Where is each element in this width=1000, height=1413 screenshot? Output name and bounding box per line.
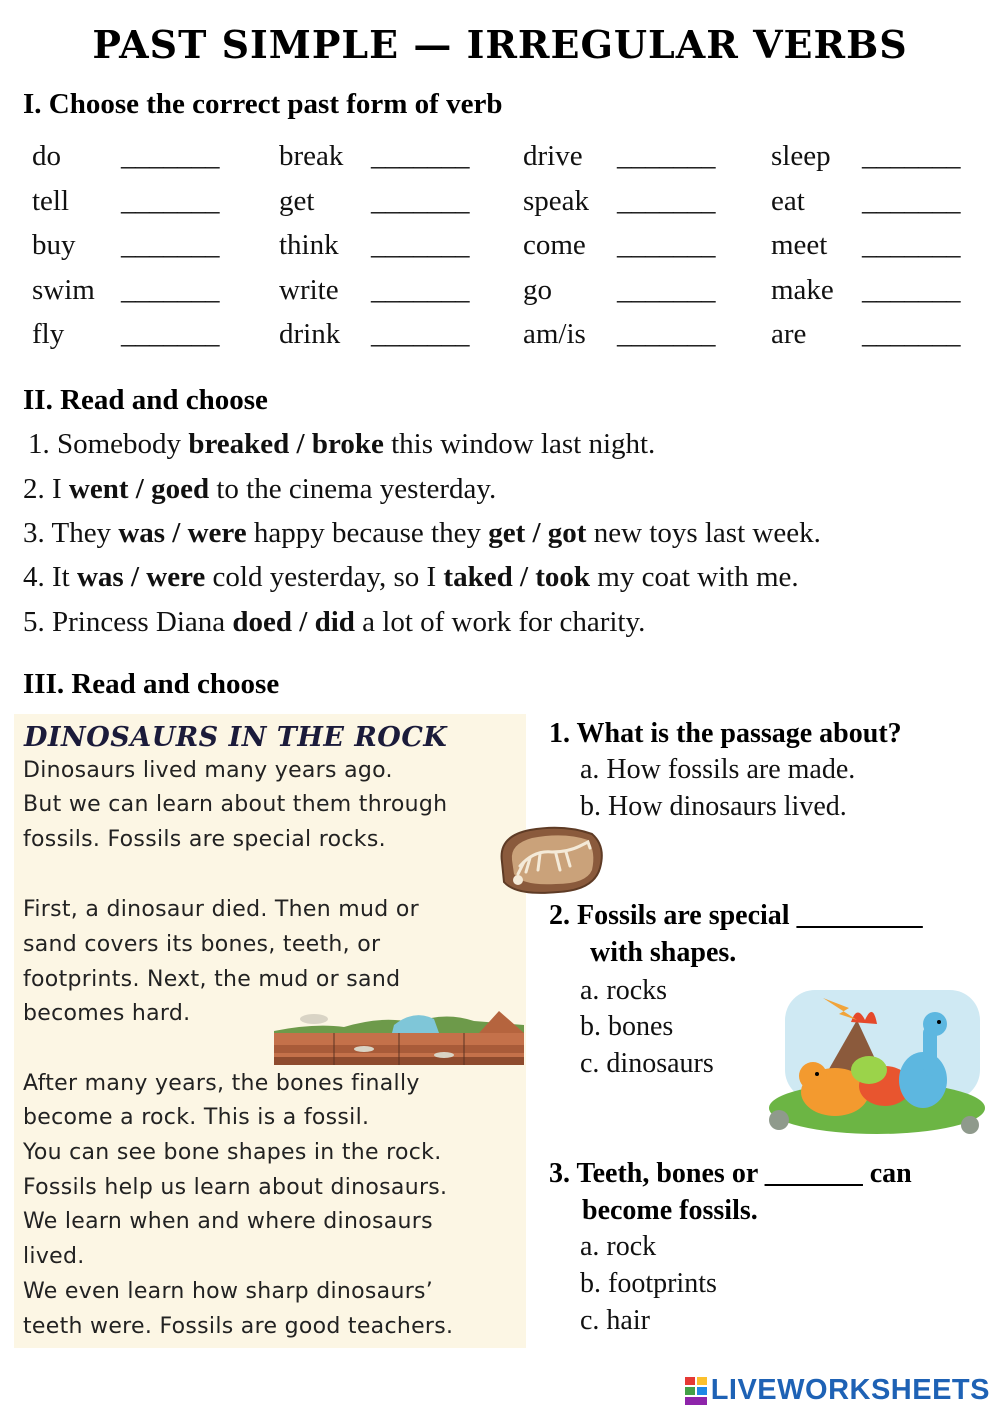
question-text: become fossils. bbox=[582, 1195, 758, 1226]
passage-line: lived. bbox=[23, 1244, 85, 1269]
answer-blank[interactable]: _______ bbox=[371, 184, 469, 217]
worksheet-title: PAST SIMPLE — IRREGULAR VERBS bbox=[92, 22, 908, 67]
answer-blank[interactable]: _______ bbox=[617, 229, 715, 261]
verb-word: do bbox=[32, 140, 61, 172]
answer-blank[interactable]: _______ bbox=[862, 140, 960, 172]
passage-line: But we can learn about them through bbox=[23, 792, 448, 817]
section-1-heading: I. Choose the correct past form of verb bbox=[23, 88, 503, 120]
sentence-text: cold yesterday, so I bbox=[205, 561, 444, 593]
answer-option[interactable]: b. How dinosaurs lived. bbox=[580, 791, 847, 822]
verb-row bbox=[0, 270, 1000, 315]
answer-option[interactable]: c. hair bbox=[580, 1305, 650, 1336]
sentence bbox=[23, 473, 496, 506]
passage-line: teeth were. Fossils are good teachers. bbox=[23, 1314, 454, 1339]
answer-option[interactable]: a. rock bbox=[580, 1231, 657, 1262]
question-text: with shapes. bbox=[590, 937, 737, 968]
choice-option[interactable]: taked / took bbox=[443, 561, 591, 593]
verb-word: come bbox=[523, 229, 586, 261]
verb-row bbox=[0, 314, 1000, 359]
sentence bbox=[23, 561, 799, 594]
choice-option[interactable]: was / were bbox=[118, 517, 247, 549]
answer-blank[interactable]: _______ bbox=[121, 229, 219, 261]
verb-row bbox=[0, 225, 1000, 270]
verb-word: tell bbox=[32, 184, 70, 217]
sentence-text: happy because they bbox=[246, 517, 489, 549]
answer-blank[interactable]: _______ bbox=[862, 273, 960, 306]
fossil-image bbox=[494, 822, 606, 896]
passage-line: We learn when and where dinosaurs bbox=[23, 1209, 433, 1234]
answer-option[interactable]: a. How fossils are made. bbox=[580, 754, 856, 785]
verb-word: sleep bbox=[771, 140, 831, 172]
answer-blank[interactable]: _______ bbox=[617, 273, 715, 306]
passage-line: Dinosaurs lived many years ago. bbox=[23, 758, 393, 783]
question-text: 3. Teeth, bones or _______ can bbox=[549, 1158, 912, 1189]
verb-word: drive bbox=[523, 140, 583, 172]
sentence bbox=[28, 428, 655, 461]
verb-word: fly bbox=[32, 318, 65, 350]
answer-blank[interactable]: _______ bbox=[862, 318, 960, 350]
question-text: 2. Fossils are special _________ bbox=[549, 900, 923, 931]
passage-line: You can see bone shapes in the rock. bbox=[23, 1140, 442, 1165]
choice-option[interactable]: get / got bbox=[488, 517, 587, 549]
sentence bbox=[23, 606, 645, 639]
verb-word: break bbox=[279, 140, 344, 172]
verb-word: eat bbox=[771, 184, 805, 217]
answer-option[interactable]: b. bones bbox=[580, 1011, 674, 1042]
passage-line: footprints. Next, the mud or sand bbox=[23, 967, 401, 992]
answer-blank[interactable]: _______ bbox=[371, 273, 469, 306]
passage-line: sand covers its bones, teeth, or bbox=[23, 932, 381, 957]
verb-word: get bbox=[279, 184, 315, 217]
dinosaurs-cartoon-image bbox=[765, 980, 990, 1140]
verb-word: are bbox=[771, 318, 807, 350]
passage-line: Fossils help us learn about dinosaurs. bbox=[23, 1175, 448, 1200]
sentence-text: 3. They bbox=[23, 517, 119, 549]
verb-word: make bbox=[771, 273, 834, 306]
choice-option[interactable]: doed / did bbox=[232, 606, 355, 638]
answer-blank[interactable]: _______ bbox=[862, 184, 960, 217]
question-text: 1. What is the passage about? bbox=[549, 718, 902, 749]
passage-line: First, a dinosaur died. Then mud or bbox=[23, 897, 419, 922]
liveworksheets-logo bbox=[685, 1374, 990, 1407]
passage-line: become a rock. This is a fossil. bbox=[23, 1105, 370, 1130]
sentence-text: to the cinema yesterday. bbox=[209, 473, 497, 505]
verb-word: speak bbox=[523, 184, 590, 217]
passage-line: We even learn how sharp dinosaurs’ bbox=[23, 1279, 434, 1304]
answer-blank[interactable]: _______ bbox=[862, 229, 960, 261]
answer-blank[interactable]: _______ bbox=[121, 273, 219, 306]
choice-option[interactable]: was / were bbox=[76, 561, 206, 593]
verb-word: go bbox=[523, 273, 552, 306]
sentence-text: 1. Somebody bbox=[28, 428, 189, 460]
sentence bbox=[23, 517, 821, 550]
sentence-text: 5. Princess Diana bbox=[23, 606, 233, 638]
answer-option[interactable]: a. rocks bbox=[580, 975, 668, 1006]
verb-grid bbox=[0, 136, 1000, 359]
passage-title: DINOSAURS IN THE ROCK bbox=[24, 722, 448, 753]
verb-word: meet bbox=[771, 229, 828, 261]
verb-word: think bbox=[279, 229, 339, 261]
logo-text: LIVEWORKSHEETS bbox=[710, 1374, 990, 1406]
sentence-text: 4. It bbox=[23, 561, 77, 593]
section-3-heading: III. Read and choose bbox=[23, 668, 280, 700]
section-2-heading: II. Read and choose bbox=[23, 384, 268, 416]
answer-blank[interactable]: _______ bbox=[617, 318, 715, 350]
answer-option[interactable]: b. footprints bbox=[580, 1268, 717, 1299]
verb-row bbox=[0, 181, 1000, 226]
answer-blank[interactable]: _______ bbox=[617, 140, 715, 172]
answer-blank[interactable]: _______ bbox=[617, 184, 715, 217]
verb-word: write bbox=[279, 273, 339, 306]
passage-line: fossils. Fossils are special rocks. bbox=[23, 827, 386, 852]
answer-blank[interactable]: _______ bbox=[121, 318, 219, 350]
sentence-text: 2. I bbox=[23, 473, 69, 505]
choice-option[interactable]: breaked / broke bbox=[188, 428, 384, 460]
passage-line: After many years, the bones finally bbox=[23, 1071, 420, 1096]
answer-blank[interactable]: _______ bbox=[121, 140, 219, 172]
logo-icon bbox=[685, 1377, 707, 1405]
answer-blank[interactable]: _______ bbox=[371, 318, 469, 350]
answer-blank[interactable]: _______ bbox=[121, 184, 219, 217]
verb-word: drink bbox=[279, 318, 341, 350]
verb-word: am/is bbox=[523, 318, 586, 350]
passage-line: becomes hard. bbox=[23, 1001, 191, 1026]
rock-layers-image bbox=[274, 1005, 524, 1065]
choice-option[interactable]: went / goed bbox=[68, 473, 210, 505]
sentence-text: new toys last week. bbox=[586, 517, 821, 549]
sentence-text: a lot of work for charity. bbox=[354, 606, 646, 638]
verb-word: buy bbox=[32, 229, 76, 261]
sentence-text: my coat with me. bbox=[590, 561, 799, 593]
verb-row bbox=[0, 136, 1000, 181]
answer-blank[interactable]: _______ bbox=[371, 229, 469, 261]
sentence-text: this window last night. bbox=[383, 428, 656, 460]
answer-blank[interactable]: _______ bbox=[371, 140, 469, 172]
answer-option[interactable]: c. dinosaurs bbox=[580, 1048, 714, 1079]
verb-word: swim bbox=[32, 273, 95, 306]
